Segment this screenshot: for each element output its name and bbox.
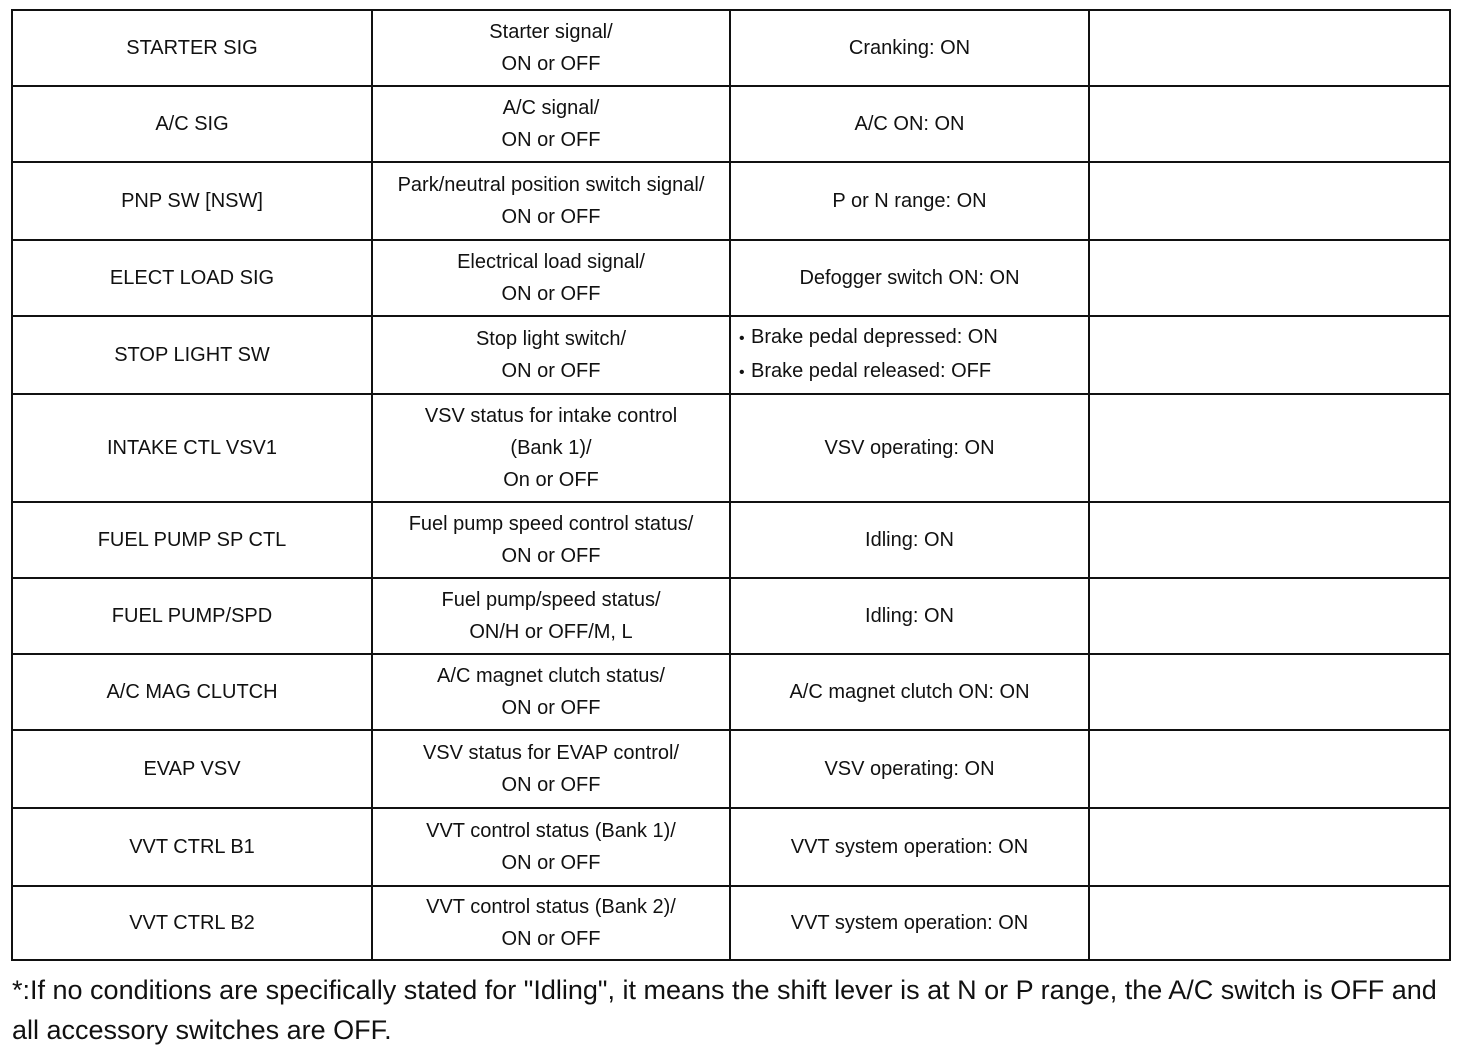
bullet-icon: • — [739, 364, 745, 381]
footnote: *:If no conditions are specifically stated for "Idling", it means the shift lever is at N or P range, the A/C switch is OFF and all accessory switches are OFF. — [12, 975, 1437, 1045]
normal-condition-cell — [730, 654, 1089, 730]
normal-condition-text: VSV operating: ON — [824, 758, 995, 780]
normal-condition-bullet-item — [739, 355, 1082, 389]
normal-condition-cell — [730, 316, 1089, 394]
measurement-line: Electrical load signal/ — [457, 251, 645, 273]
measurement-line: Fuel pump speed control status/ — [408, 513, 694, 535]
table-row — [12, 394, 1450, 502]
diagnostic-note-cell — [1089, 394, 1450, 502]
diagnostic-note-cell — [1089, 654, 1450, 730]
measurement-line: Park/neutral position switch signal/ — [397, 174, 705, 196]
measurement-line: ON or OFF — [501, 928, 601, 950]
measurement-cell — [372, 654, 730, 730]
diagnostic-note-cell — [1089, 808, 1450, 886]
item-cell: STARTER SIG — [12, 10, 372, 86]
diagnostic-note-cell — [1089, 886, 1450, 960]
normal-condition-text: Brake pedal released: OFF — [751, 360, 992, 382]
diagnostic-note-cell — [1089, 316, 1450, 394]
item-cell: FUEL PUMP SP CTL — [12, 502, 372, 578]
item-cell: PNP SW [NSW] — [12, 162, 372, 240]
normal-condition-cell — [730, 808, 1089, 886]
diagnostic-note-cell — [1089, 730, 1450, 808]
normal-condition-text: VSV operating: ON — [824, 437, 995, 459]
measurement-line: ON or OFF — [501, 852, 601, 874]
diagnostic-note-cell — [1089, 240, 1450, 316]
diagnostic-note-cell — [1089, 502, 1450, 578]
normal-condition-cell — [730, 730, 1089, 808]
item-cell: INTAKE CTL VSV1 — [12, 394, 372, 502]
normal-condition-text: A/C ON: ON — [854, 113, 965, 135]
normal-condition-cell — [730, 502, 1089, 578]
measurement-cell — [372, 86, 730, 162]
normal-condition-bullet-item — [739, 321, 1082, 355]
table-body — [12, 10, 1450, 960]
table-row — [12, 502, 1450, 578]
item-cell: STOP LIGHT SW — [12, 316, 372, 394]
normal-condition-text: Defogger switch ON: ON — [799, 267, 1020, 289]
normal-condition-cell — [730, 162, 1089, 240]
normal-condition-text: VVT system operation: ON — [790, 836, 1029, 858]
normal-condition-cell — [730, 10, 1089, 86]
data-list-table — [11, 9, 1451, 961]
diagnostic-note-cell — [1089, 86, 1450, 162]
bullet-icon: • — [739, 330, 745, 347]
measurement-line: Fuel pump/speed status/ — [441, 589, 661, 611]
measurement-cell — [372, 730, 730, 808]
table-row — [12, 654, 1450, 730]
normal-condition-cell — [730, 578, 1089, 654]
table-row — [12, 808, 1450, 886]
normal-condition-text: P or N range: ON — [832, 190, 987, 212]
measurement-cell — [372, 240, 730, 316]
measurement-cell — [372, 316, 730, 394]
measurement-line: ON or OFF — [501, 774, 601, 796]
measurement-cell — [372, 10, 730, 86]
measurement-line: ON or OFF — [501, 283, 601, 305]
normal-condition-text: VVT system operation: ON — [790, 912, 1029, 934]
table-row — [12, 240, 1450, 316]
measurement-line: Starter signal/ — [489, 21, 613, 43]
item-cell: VVT CTRL B1 — [12, 808, 372, 886]
measurement-line: ON or OFF — [501, 697, 601, 719]
item-cell: VVT CTRL B2 — [12, 886, 372, 960]
measurement-cell — [372, 808, 730, 886]
normal-condition-cell — [730, 394, 1089, 502]
table-row — [12, 162, 1450, 240]
item-cell: EVAP VSV — [12, 730, 372, 808]
measurement-cell — [372, 394, 730, 502]
diagnostic-note-cell — [1089, 10, 1450, 86]
table-row — [12, 316, 1450, 394]
normal-condition-cell — [730, 86, 1089, 162]
item-cell: ELECT LOAD SIG — [12, 240, 372, 316]
measurement-cell — [372, 578, 730, 654]
normal-condition-text: Idling: ON — [865, 529, 954, 551]
normal-condition-text: Cranking: ON — [848, 37, 971, 59]
table-row — [12, 578, 1450, 654]
measurement-line: ON/H or OFF/M, L — [469, 621, 633, 643]
normal-condition-cell — [730, 886, 1089, 960]
measurement-line: (Bank 1)/ — [510, 437, 592, 459]
table-row — [12, 730, 1450, 808]
table-row — [12, 86, 1450, 162]
normal-condition-cell — [730, 240, 1089, 316]
table-row — [12, 10, 1450, 86]
measurement-cell — [372, 502, 730, 578]
measurement-line: On or OFF — [503, 469, 599, 491]
measurement-line: ON or OFF — [501, 545, 601, 567]
item-cell: FUEL PUMP/SPD — [12, 578, 372, 654]
normal-condition-text: A/C magnet clutch ON: ON — [789, 681, 1030, 703]
item-cell: A/C SIG — [12, 86, 372, 162]
normal-condition-text: Idling: ON — [865, 605, 954, 627]
measurement-cell — [372, 162, 730, 240]
measurement-line: Stop light switch/ — [475, 328, 627, 350]
table-row — [12, 886, 1450, 960]
measurement-line: A/C signal/ — [502, 97, 600, 119]
measurement-line: VSV status for intake control — [424, 405, 678, 427]
measurement-line: VVT control status (Bank 2)/ — [426, 896, 676, 918]
diagnostic-note-cell — [1089, 162, 1450, 240]
measurement-line: VSV status for EVAP control/ — [422, 742, 680, 764]
item-cell: A/C MAG CLUTCH — [12, 654, 372, 730]
measurement-line: ON or OFF — [501, 129, 601, 151]
diagnostic-note-cell — [1089, 578, 1450, 654]
normal-condition-text: Brake pedal depressed: ON — [751, 326, 998, 348]
measurement-line: ON or OFF — [501, 53, 601, 75]
measurement-line: VVT control status (Bank 1)/ — [426, 820, 676, 842]
measurement-line: ON or OFF — [501, 206, 601, 228]
measurement-line: ON or OFF — [501, 360, 601, 382]
measurement-cell — [372, 886, 730, 960]
measurement-line: A/C magnet clutch status/ — [437, 665, 665, 687]
